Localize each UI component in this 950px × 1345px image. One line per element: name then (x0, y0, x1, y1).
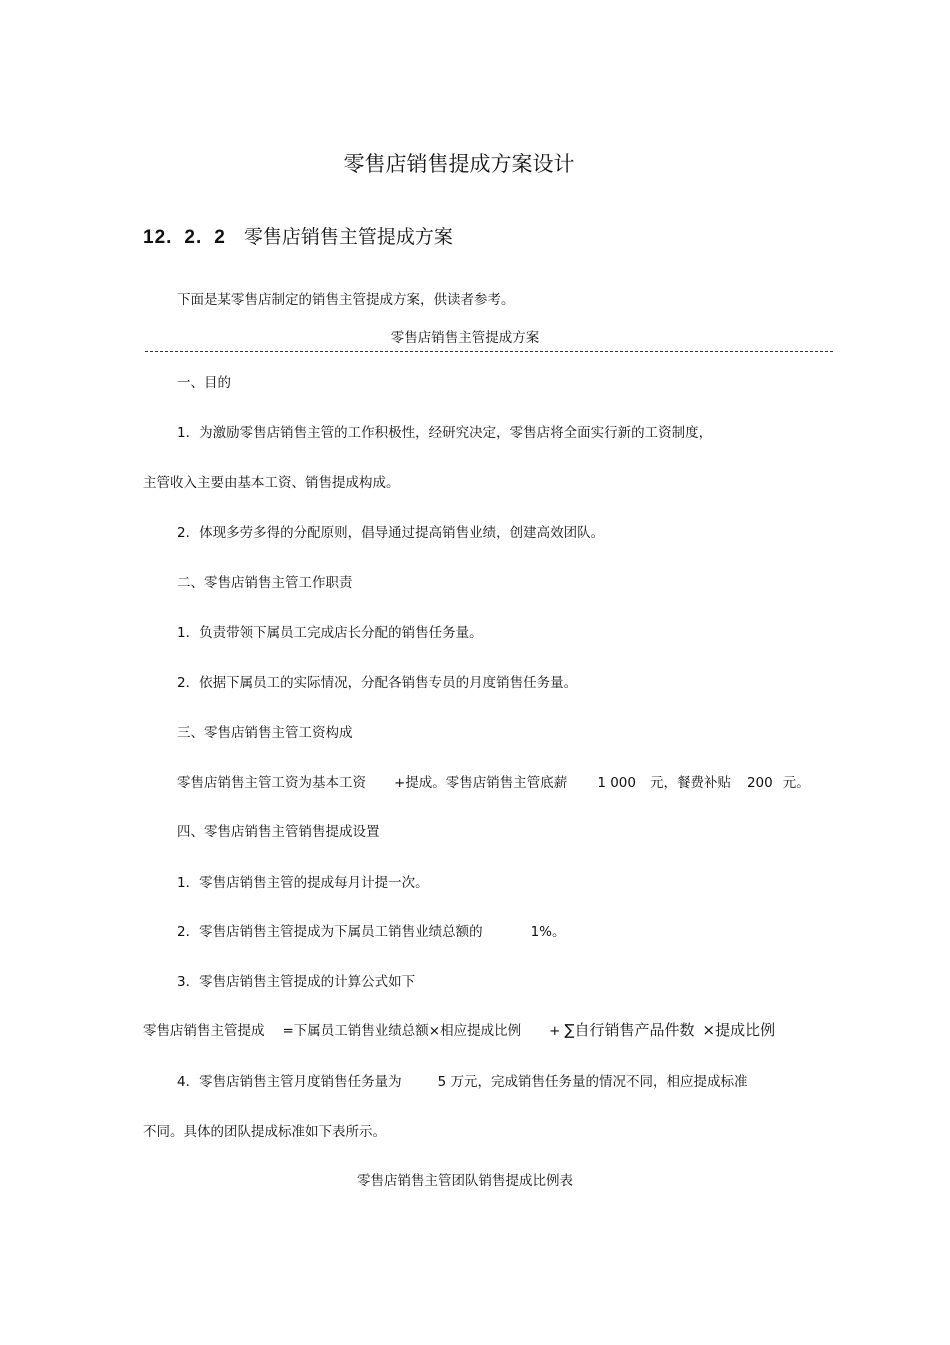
section-heading (143, 222, 453, 249)
section-number (143, 227, 244, 248)
document-title: 零售店销售提成方案设计 (343, 152, 575, 176)
paragraph-4-1: 1．零售店销售主管的提成每月计提一次。 (177, 875, 429, 891)
paragraph-4-2 (177, 920, 566, 940)
text-segment: 4．零售店销售主管月度销售任务量为 (177, 1074, 402, 1090)
meal-allowance-value: 200 (746, 775, 773, 791)
paragraph-1-1: 1．为激励零售店销售主管的工作积极性，经研究决定，零售店将全面实行新的工资制度， (177, 425, 713, 441)
paragraph-2-2: 2．依据下属员工的实际情况，分配各销售专员的月度销售任务量。 (177, 675, 578, 691)
text-segment: +提成。零售店销售主管底薪 (394, 775, 568, 791)
intro-paragraph: 下面是某零售店制定的销售主管提成方案，供读者参考。 (177, 292, 515, 308)
section-number-part: 2 (214, 227, 226, 248)
section-number-part: 12. (143, 227, 173, 248)
heading-duties: 二、零售店销售主管工作职责 (177, 575, 353, 591)
formula-term: ∑自行销售产品件数 (564, 1021, 695, 1039)
paragraph-1-2: 2．体现多劳多得的分配原则，倡导通过提高销售业绩，创建高效团队。 (177, 525, 605, 541)
heading-purpose: 一、目的 (177, 375, 231, 391)
heading-commission: 四、零售店销售主管销售提成设置 (177, 824, 380, 840)
formula-plus: + (549, 1023, 561, 1039)
paragraph-2-1: 1．负责带领下属员工完成店长分配的销售任务量。 (177, 625, 483, 641)
text-segment: 5 万元，完成销售任务量的情况不同，相应提成标准 (437, 1074, 748, 1090)
text-segment: 零售店销售主管工资为基本工资 (177, 775, 366, 791)
dashed-divider (145, 351, 833, 352)
section-number-part: 2. (184, 227, 203, 248)
paragraph-4-3: 3．零售店销售主管提成的计算公式如下 (177, 974, 416, 990)
section-title: 零售店销售主管提成方案 (243, 226, 453, 248)
plan-title: 零售店销售主管提成方案 (390, 330, 540, 346)
base-salary-value: 1 000 (597, 775, 636, 791)
paragraph-4-4 (177, 1070, 747, 1090)
table-caption: 零售店销售主管团队销售提成比例表 (357, 1173, 573, 1189)
paragraph-3 (177, 771, 810, 791)
text-segment: 元。 (782, 775, 810, 791)
formula-term: =下属员工销售业绩总额×相应提成比例 (282, 1023, 522, 1039)
formula-term: ×提成比例 (702, 1021, 776, 1039)
heading-salary: 三、零售店销售主管工资构成 (177, 725, 353, 741)
formula-lhs: 零售店销售主管提成 (143, 1023, 265, 1039)
paragraph-1-1-cont: 主管收入主要由基本工资、销售提成构成。 (143, 475, 400, 491)
commission-rate: 1%。 (530, 924, 566, 940)
text-segment: 2．零售店销售主管提成为下属员工销售业绩总额的 (177, 924, 483, 940)
commission-formula (143, 1019, 775, 1040)
paragraph-4-4-cont: 不同。具体的团队提成标准如下表所示。 (143, 1124, 386, 1140)
text-segment: 元，餐费补贴 (649, 775, 731, 791)
